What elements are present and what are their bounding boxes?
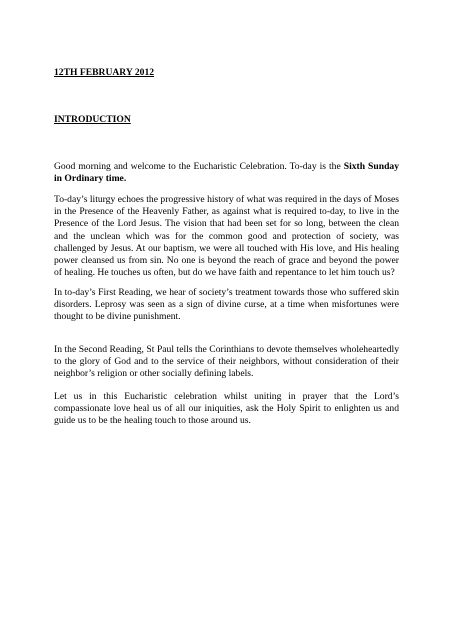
welcome-text: Good morning and welcome to the Eucharistic Celebration. To-day is the	[54, 161, 344, 172]
second-reading-paragraph: In the Second Reading, St Paul tells the Corinthians to devote themselves wholeheartedly to the glory of God and to the service of their neighbors, without consideration of their neighbor’s religion or other socially defining labels.	[54, 344, 399, 380]
first-reading-paragraph: In to-day’s First Reading, we hear of society’s treatment towards those who suffered skin disorders. Leprosy was seen as a sign of divine curse, at a time when misfortunes were thought to be divine punishment.	[54, 287, 399, 323]
date-heading: 12TH FEBRUARY 2012	[54, 67, 155, 78]
closing-prayer-paragraph: Let us in this Eucharistic celebration whilst uniting in prayer that the Lord’s compassionate love heal us of all our iniquities, ask the Holy Spirit to enlighten us and guide us to be the healing touch to those around us.	[54, 391, 399, 427]
sunday-name: Sixth Sunday in Ordinary time.	[54, 161, 399, 185]
liturgy-paragraph: To-day’s liturgy echoes the progressive history of what was required in the days of Moses in the Presence of the Heavenly Father, as against what is required to-day, to live in the Presence of the Lord Jesus. The vision that had been set for so long, between the clean and the unclean which was for the common good and protection of society, was challenged by Jesus. At our baptism, we were all touched with His love, and His healing power cleansed us from sin. No one is beyond the reach of grace and beyond the power of healing. He touches us often, but do we have faith and repentance to let him touch us?	[54, 194, 399, 279]
section-heading: INTRODUCTION	[54, 114, 131, 125]
welcome-paragraph	[54, 161, 399, 185]
